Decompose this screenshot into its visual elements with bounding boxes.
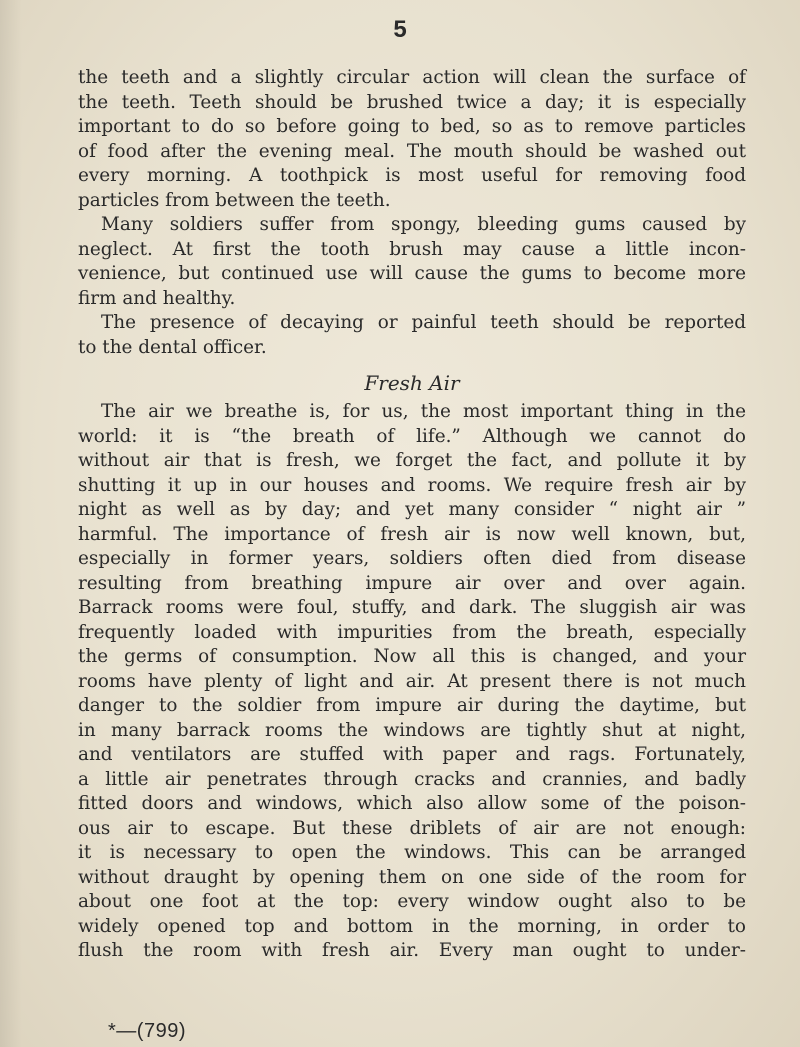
text-line: every morning. A toothpick is most useful for removing food: [78, 165, 746, 186]
text-line: Barrack rooms were foul, stuffy, and dark. The sluggish air was: [78, 597, 746, 618]
text-line: flush the room with fresh air. Every man ought to under-: [78, 940, 746, 961]
text-line: venience, but continued use will cause the gums to become more: [78, 263, 746, 284]
text-line: The presence of decaying or painful teeth should be reported: [101, 312, 746, 333]
text-line: without draught by opening them on one side of the room for: [78, 866, 746, 888]
footer-signature: *—(799): [108, 1020, 186, 1042]
text-line: it is necessary to open the windows. This can be arranged: [78, 842, 746, 863]
text-line: to the dental officer.: [78, 336, 267, 358]
text-line: The air we breathe is, for us, the most important thing in the: [101, 401, 746, 422]
text-line: of food after the evening meal. The mouth should be washed out: [78, 140, 746, 162]
text-line: in many barrack rooms the windows are tightly shut at night,: [78, 719, 746, 741]
text-line: without air that is fresh, we forget the fact, and pollute it by: [78, 450, 746, 471]
text-line: rooms have plenty of light and air. At present there is not much: [78, 670, 746, 692]
text-line: the teeth and a slightly circular action will clean the surface of: [78, 67, 746, 88]
paragraph-teeth-cleaning: [78, 66, 746, 213]
text-line: fitted doors and windows, which also allow some of the poison-: [78, 793, 746, 814]
text-line: and ventilators are stuffed with paper and rags. Fortunately,: [78, 744, 746, 765]
text-line: ous air to escape. But these driblets of air are not enough:: [78, 817, 746, 839]
text-line: about one foot at the top: every window ought also to be: [78, 891, 746, 912]
text-line: the germs of consumption. Now all this is changed, and your: [78, 646, 746, 667]
page-number: 5: [393, 16, 407, 43]
text-line: danger to the soldier from impure air during the daytime, but: [78, 695, 746, 716]
text-line: night as well as by day; and yet many consider “ night air ”: [78, 499, 746, 520]
page-shadow: [0, 0, 22, 1047]
text-line: neglect. At first the tooth brush may cause a little incon-: [78, 238, 746, 260]
text-line: important to do so before going to bed, so as to remove particles: [78, 116, 746, 137]
paragraph-gums: [78, 213, 746, 311]
text-line: shutting it up in our houses and rooms. We require fresh air by: [78, 474, 746, 496]
body-text: [78, 66, 746, 964]
text-line: frequently loaded with impurities from the breath, especially: [78, 621, 746, 643]
text-line: particles from between the teeth.: [78, 189, 391, 211]
paragraph-dental-officer: [78, 311, 746, 360]
text-line: the teeth. Teeth should be brushed twice a day; it is especially: [78, 91, 746, 113]
text-line: resulting from breathing impure air over and over again.: [78, 572, 746, 594]
text-line: world: it is “the breath of life.” Although we cannot do: [78, 425, 746, 447]
text-line: firm and healthy.: [78, 287, 236, 309]
text-line: widely opened top and bottom in the morning, in order to: [78, 915, 746, 937]
text-line: especially in former years, soldiers often died from disease: [78, 548, 746, 569]
text-line: a little air penetrates through cracks and crannies, and badly: [78, 768, 746, 790]
text-line: Many soldiers suffer from spongy, bleeding gums caused by: [101, 214, 746, 235]
text-line: harmful. The importance of fresh air is now well known, but,: [78, 523, 746, 545]
paragraph-fresh-air: [78, 400, 746, 964]
section-heading-fresh-air: Fresh Air: [364, 371, 460, 395]
